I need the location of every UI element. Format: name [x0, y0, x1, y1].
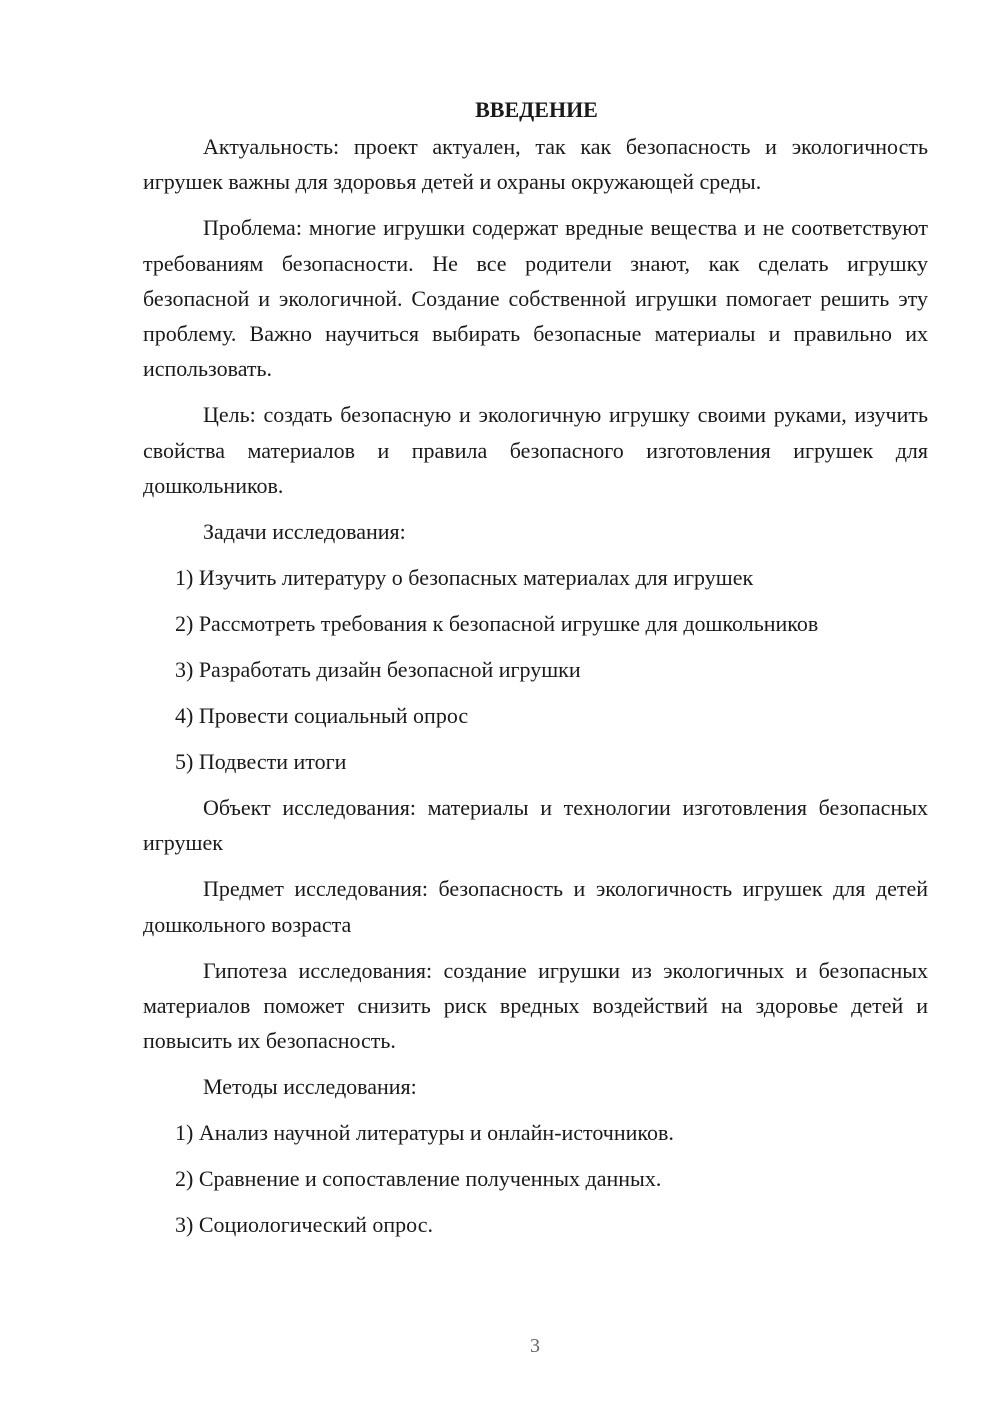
paragraph-relevance: Актуальность: проект актуален, так как безопасность и экологичность игрушек важны для здоровья детей и охраны окружающей среды. [143, 134, 928, 195]
method-item-1: 1) Анализ научной литературы и онлайн-источников. [175, 1120, 674, 1146]
paragraph-hypothesis: Гипотеза исследования: создание игрушки из экологичных и безопасных материалов поможет снизить риск вредных воздействий на здоровье детей и повысить их безопасность. [143, 957, 928, 1054]
task-item-1: 1) Изучить литературу о безопасных материалах для игрушек [175, 565, 754, 591]
task-item-2: 2) Рассмотреть требования к безопасной игрушке для дошкольников [175, 611, 819, 637]
method-item-3: 3) Социологический опрос. [175, 1212, 433, 1238]
page-number: 3 [530, 1335, 540, 1357]
page-title: ВВЕДЕНИЕ [475, 97, 598, 122]
paragraph-problem: Проблема: многие игрушки содержат вредные вещества и не соответствуют требованиям безопасности. Не все родители знают, как сделать игрушку безопасной и экологичной. Создание собственной игрушки помогает решить эту проблему. Важно научиться выбирать безопасные материалы и правильно их использовать. [143, 215, 928, 382]
tasks-heading: Задачи исследования: [203, 519, 406, 545]
methods-heading: Методы исследования: [203, 1074, 417, 1100]
paragraph-goal: Цель: создать безопасную и экологичную игрушку своими руками, изучить свойства материалов и правила безопасного изготовления игрушек для дошкольников. [143, 402, 928, 498]
paragraph-object: Объект исследования: материалы и технологии изготовления безопасных игрушек [143, 795, 928, 856]
task-item-5: 5) Подвести итоги [175, 749, 347, 775]
task-item-4: 4) Провести социальный опрос [175, 703, 469, 729]
document-page [143, 92, 928, 1253]
method-item-2: 2) Сравнение и сопоставление полученных данных. [175, 1166, 662, 1192]
task-item-3: 3) Разработать дизайн безопасной игрушки [175, 657, 581, 683]
paragraph-subject: Предмет исследования: безопасность и экологичность игрушек для детей дошкольного возраста [143, 876, 928, 937]
